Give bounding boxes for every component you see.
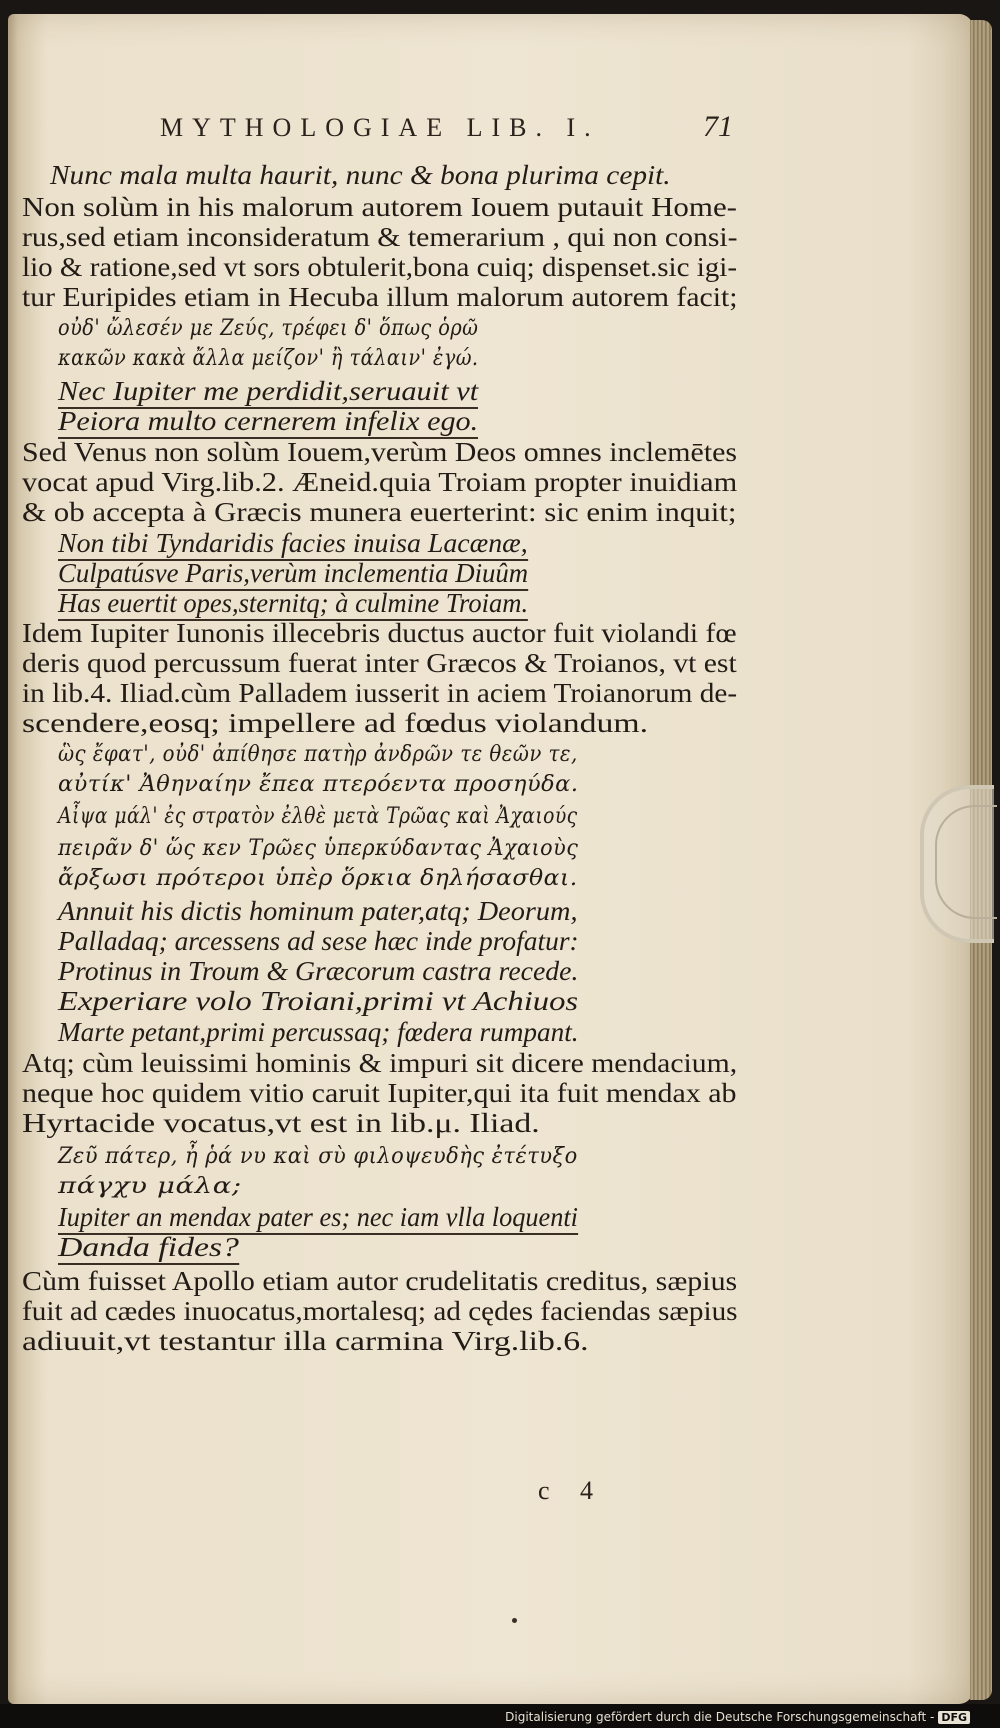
- text-line: tur Euripides etiam in Hecuba illum malorum autorem facit;: [22, 282, 738, 312]
- text-line: κακῶν κακὰ ἄλλα μείζον' ἢ τάλαιν' ἐγώ.: [58, 346, 479, 371]
- text-line: Sed Venus non solùm Iouem,verùm Deos omnes inclemētes: [22, 437, 738, 467]
- text-line: deris quod percussum fuerat inter Græcos & Troianos, vt est: [22, 648, 737, 678]
- text-line: Non tibi Tyndaridis facies inuisa Lacænæ,: [58, 528, 528, 561]
- text-line: Danda fides?: [58, 1232, 239, 1265]
- running-head: MYTHOLOGIAE LIB. I.: [160, 113, 600, 142]
- page-number: 71: [703, 110, 733, 143]
- text-line: in lib.4. Iliad.cùm Palladem iusserit in aciem Troianorum de-: [22, 678, 738, 708]
- ink-dot: [512, 1618, 517, 1623]
- text-line: rus,sed etiam inconsideratum & temerarium , qui non consi-: [22, 222, 738, 252]
- text-line: ὣς ἔφατ', οὐδ' ἀπίθησε πατὴρ ἀνδρῶν τε θεῶν τε,: [58, 742, 578, 767]
- text-line: Nunc mala multa haurit, nunc & bona plurima cepit.: [50, 160, 671, 190]
- text-line: οὐδ' ὤλεσέν με Ζεύς, τρέφει δ' ὅπως ὁρῶ: [58, 316, 479, 341]
- text-line: scendere,eosq; impellere ad fœdus violandum.: [22, 708, 649, 738]
- text-line: vocat apud Virg.lib.2. Æneid.quia Troiam propter inuidiam: [22, 467, 738, 497]
- text-line: Idem Iupiter Iunonis illecebris ductus auctor fuit violandi fœ: [22, 618, 737, 648]
- text-line: Protinus in Troum & Græcorum castra recede.: [58, 956, 579, 986]
- text-line: πειρᾶν δ' ὥς κεν Τρῶες ὑπερκύδαντας Ἀχαιοὺς: [58, 836, 579, 861]
- text-line: πάγχυ μάλα;: [58, 1174, 242, 1199]
- footer-text: Digitalisierung gefördert durch die Deutsche Forschungsgemeinschaft -: [505, 1710, 935, 1724]
- footer-bar: [0, 1704, 1000, 1728]
- text-line: ἄρξωσι πρότεροι ὑπὲρ ὅρκια δηλήσασθαι.: [58, 866, 578, 891]
- text-line: Palladaq; arcessens ad sese hæc inde profatur:: [58, 926, 579, 956]
- text-line: Non solùm in his malorum autorem Iouem putauit Home-: [22, 192, 737, 222]
- text-line: & ob accepta à Græcis munera euerterint: sic enim inquit;: [22, 497, 737, 527]
- footer-credit: [505, 1710, 970, 1724]
- text-line: fuit ad cædes inuocatus,mortalesq; ad cędes faciendas sæpius: [22, 1296, 738, 1326]
- text-line: Marte petant,primi percussaq; fœdera rumpant.: [58, 1017, 579, 1047]
- text-line: neque hoc quidem vitio caruit Iupiter,qui ita fuit mendax ab: [22, 1078, 737, 1108]
- text-line: Experiare volo Troiani,primi vt Achiuos: [58, 986, 579, 1016]
- text-line: Iupiter an mendax pater es; nec iam vlla loquenti: [58, 1202, 578, 1235]
- text-line: Has euertit opes,sternitq; à culmine Troiam.: [58, 588, 528, 621]
- text-line: Hyrtacide vocatus,vt est in lib.μ. Iliad.: [22, 1108, 540, 1138]
- text-line: lio & ratione,sed vt sors obtulerit,bona cuiq; dispenset.sic igi-: [22, 252, 738, 282]
- text-line: Peiora multo cernerem infelix ego.: [58, 406, 478, 439]
- text-line: Culpatúsve Paris,verùm inclementia Diuûm: [58, 558, 528, 591]
- text-line: adiuuit,vt testantur illa carmina Virg.lib.6.: [22, 1326, 589, 1356]
- text-line: Atq; cùm leuissimi hominis & impuri sit dicere mendacium,: [22, 1048, 738, 1078]
- text-line: Αἶψα μάλ' ἐς στρατὸν ἐλθὲ μετὰ Τρῶας καὶ Ἀχαιούς: [58, 804, 578, 829]
- dfg-logo: DFG: [938, 1711, 970, 1724]
- signature-mark: c 4: [538, 1476, 606, 1505]
- text-line: Annuit his dictis hominum pater,atq; Deorum,: [58, 896, 578, 926]
- text-line: Nec Iupiter me perdidit,seruauit vt: [58, 376, 478, 409]
- text-line: αὐτίκ' Ἀθηναίην ἔπεα πτερόεντα προσηύδα.: [58, 772, 579, 797]
- text-line: Cùm fuisset Apollo etiam autor crudelitatis creditus, sæpius: [22, 1266, 738, 1296]
- text-line: Ζεῦ πάτερ, ἦ ῥά νυ καὶ σὺ φιλοψευδὴς ἐτέτυξο: [58, 1144, 578, 1169]
